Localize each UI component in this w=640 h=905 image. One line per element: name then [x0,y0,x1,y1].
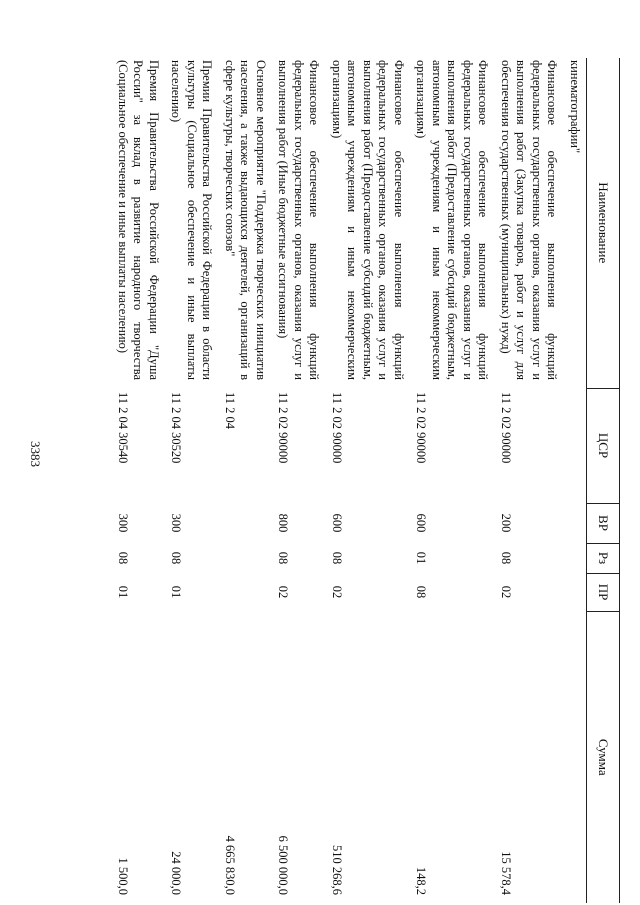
row-csr: 11 2 02 90000 [414,392,429,464]
row-csr: 11 2 04 [223,392,237,430]
row-rz: 08 [169,551,184,565]
row-pr: 02 [276,585,291,599]
row-pr: 01 [169,585,184,599]
row-rz: 01 [414,551,429,565]
header-vr: ВР [587,503,620,543]
header-csr: ЦСР [587,388,620,503]
row-sum [563,611,587,903]
row-name: Финансовое обеспечение выполнения функций федеральных государственных органов, оказания услуг и выполнения работ (Предоставление субсидий бюджетным, автономным учреждениям и иным некоммерческим организациям) [330,60,406,380]
row-csr: 11 2 02 90000 [330,392,344,464]
page-number: 3383 [28,441,43,467]
row-csr: 11 2 04 30540 [116,392,130,464]
row-rz: 08 [499,551,513,565]
row-vr: 300 [116,513,130,533]
row-pr [563,573,587,611]
row-name: Основное мероприятие "Поддержка творческих инициатив населения, а также выдающихся деятелей, организаций в сфере культуры, творческих союзов" [223,60,268,380]
table-row [271,58,325,903]
row-rz: 08 [330,551,344,565]
row-rz [563,543,587,573]
row-pr: 08 [414,585,429,599]
budget-table [111,58,621,903]
table-row [325,58,410,903]
row-name: Финансовое обеспечение выполнения функций федеральных государственных органов, оказания услуг и выполнения работ (Закупка товаров, работ и услуг для обеспечения государственных (муниципальных) нужд) [499,60,560,380]
row-rz: 08 [116,551,130,565]
table-row [494,58,563,903]
row-csr: 11 2 04 30520 [169,392,184,464]
table-row [164,58,218,903]
row-vr: 300 [169,513,184,533]
row-sum: 1 500,0 [116,857,130,895]
row-name: Премии Правительства Российской Федерации в области культуры (Социальное обеспечение и иные выплаты населению) [169,60,215,380]
row-sum: 148,2 [414,866,429,895]
row-vr: 600 [330,513,344,533]
row-name: Финансовое обеспечение выполнения функций федеральных государственных органов, оказания услуг и выполнения работ (Предоставление субсидий бюджетным, автономным учреждениям и иным некоммерческим организациям) [414,60,491,380]
header-pr: ПР [587,573,620,611]
row-rz: 08 [276,551,291,565]
row-csr: 11 2 02 90000 [276,392,291,464]
table-header-row [587,58,620,903]
row-name: кинематографии" [568,60,582,154]
row-name: Премия Правительства Российской Федерации "Душа России" за вклад в развитие народного творчества (Социальное обеспечение и иные выплаты населению) [116,60,161,380]
row-rz [218,543,272,573]
row-name: Финансовое обеспечение выполнения функций федеральных государственных органов, оказания услуг и выполнения работ (Иные бюджетные ассигнования) [276,60,322,380]
row-pr: 02 [499,585,513,599]
row-sum: 15 578,4 [499,851,513,895]
row-vr: 600 [414,513,429,533]
row-sum: 24 000,0 [169,851,184,895]
row-vr [563,503,587,543]
row-csr: 11 2 02 90000 [499,392,513,464]
table-row [409,58,494,903]
table-row [111,58,165,903]
row-pr [218,573,272,611]
table-row [563,58,587,903]
header-sum: Сумма [587,611,620,903]
row-vr: 800 [276,513,291,533]
header-rz: Рз [587,543,620,573]
row-vr [218,503,272,543]
row-sum: 510 268,6 [330,845,344,895]
header-name: Наименование [587,58,620,388]
rotated-page-content [80,58,620,903]
row-csr [563,388,587,503]
row-vr: 200 [499,513,513,533]
row-pr: 02 [330,585,344,599]
row-pr: 01 [116,585,130,599]
row-sum: 4 665 830,0 [223,835,237,895]
row-sum: 6 500 000,0 [276,835,291,895]
table-row [218,58,272,903]
